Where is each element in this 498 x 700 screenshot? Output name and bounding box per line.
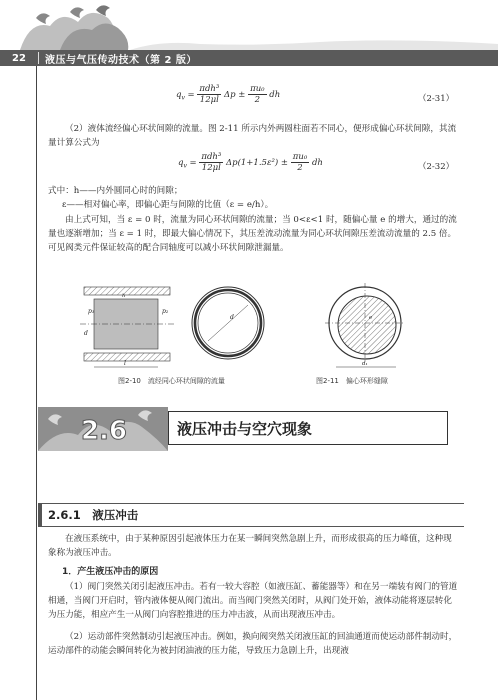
subheading: 1．产生液压冲击的原因 [62, 567, 159, 577]
where-line: 式中：h——内外圆同心时的间隙； [48, 186, 183, 196]
formula-2-31: $q_v$ = $\frac{\text{πdh³}}{12\mu l}$ Δp ± $\frac{\text{πu₀}}{2}$ dh [176, 84, 281, 105]
subsection-heading: 2.6.1 液压冲击 [38, 503, 464, 527]
svg-text:d: d [230, 314, 234, 321]
fig-label: p₂ [162, 308, 169, 315]
section-title: 液压冲击与空穴现象 [168, 411, 448, 445]
fig-label: e [369, 315, 373, 321]
paragraph: （1）阀门突然关闭引起液压冲击。若有一较大容腔（如液压缸、蓄能器等）和在另一端装有阀门的管道相通，当阀门开启时，管内液体便从阀门流出。而当阀门突然关闭时，从阀门处开始，液体动能将逐层转化为压力能，相应产生一从阀门向容腔推进的压力冲击波，从而出现液压冲击。 [48, 582, 458, 620]
fig-label: h [122, 293, 126, 299]
header-divider [38, 52, 39, 64]
figure-caption: 图2-10 流经同心环状间隙的流量 [118, 377, 225, 385]
margin-rule [36, 66, 37, 700]
paragraph: （2）液体流经偏心环状间隙的流量。图 2-11 所示内外两圆柱面若不同心，便形成偏心环状间隙，其流量计算公式为 [48, 124, 457, 148]
section-number: 2.6 [80, 416, 128, 446]
fig-label: p₁ [88, 308, 95, 315]
book-title: 液压与气压传动技术（第 2 版） [45, 54, 197, 66]
paragraph: 在液压系统中，由于某种原因引起液体压力在某一瞬间突然急剧上升，而形成很高的压力峰值，这种现象称为液压冲击。 [48, 534, 452, 558]
header-wave-art [0, 0, 498, 50]
running-header [0, 50, 498, 66]
fig-label: l [124, 360, 126, 367]
where-line: ε——相对偏心率，即偏心距与间隙的比值（ε = e/h）。 [62, 200, 274, 210]
figure-caption: 图2-11 偏心环形缝隙 [316, 377, 388, 385]
figure-2-10 [78, 283, 278, 371]
fig-label: d₁ [362, 361, 368, 367]
equation-number: （2-31） [418, 94, 455, 104]
equation-number: （2-32） [418, 162, 455, 172]
fig-label: d [84, 330, 88, 337]
paragraph: 由上式可知，当 ε = 0 时，流量为同心环状间隙的流量；当 0<ε<1 时，随偏心量 e 的增大，通过的流量也逐渐增加；当 ε = 1 时，即最大偏心情况下，其压差流动流量为同心环状间隙压差流动流量的 2.5 倍。可见阀类元件保证较高的配合同轴度可以减小环状间隙泄漏量。 [48, 215, 457, 253]
figure-2-11 [320, 283, 410, 373]
paragraph: （2）运动部件突然制动引起液压冲击。例如，换向阀突然关闭液压缸的回油通道而使运动部件制动时，运动部件的动能会瞬间转化为被封闭油液的压力能，导致压力急剧上升，出现液 [48, 632, 458, 656]
formula-2-32: $q_v$ = $\frac{\text{πdh³}}{12\mu l}$ Δp(1+1.5ε²) ± $\frac{\text{πu₀}}{2}$ dh [178, 152, 323, 173]
page-number: 22 [12, 52, 26, 64]
